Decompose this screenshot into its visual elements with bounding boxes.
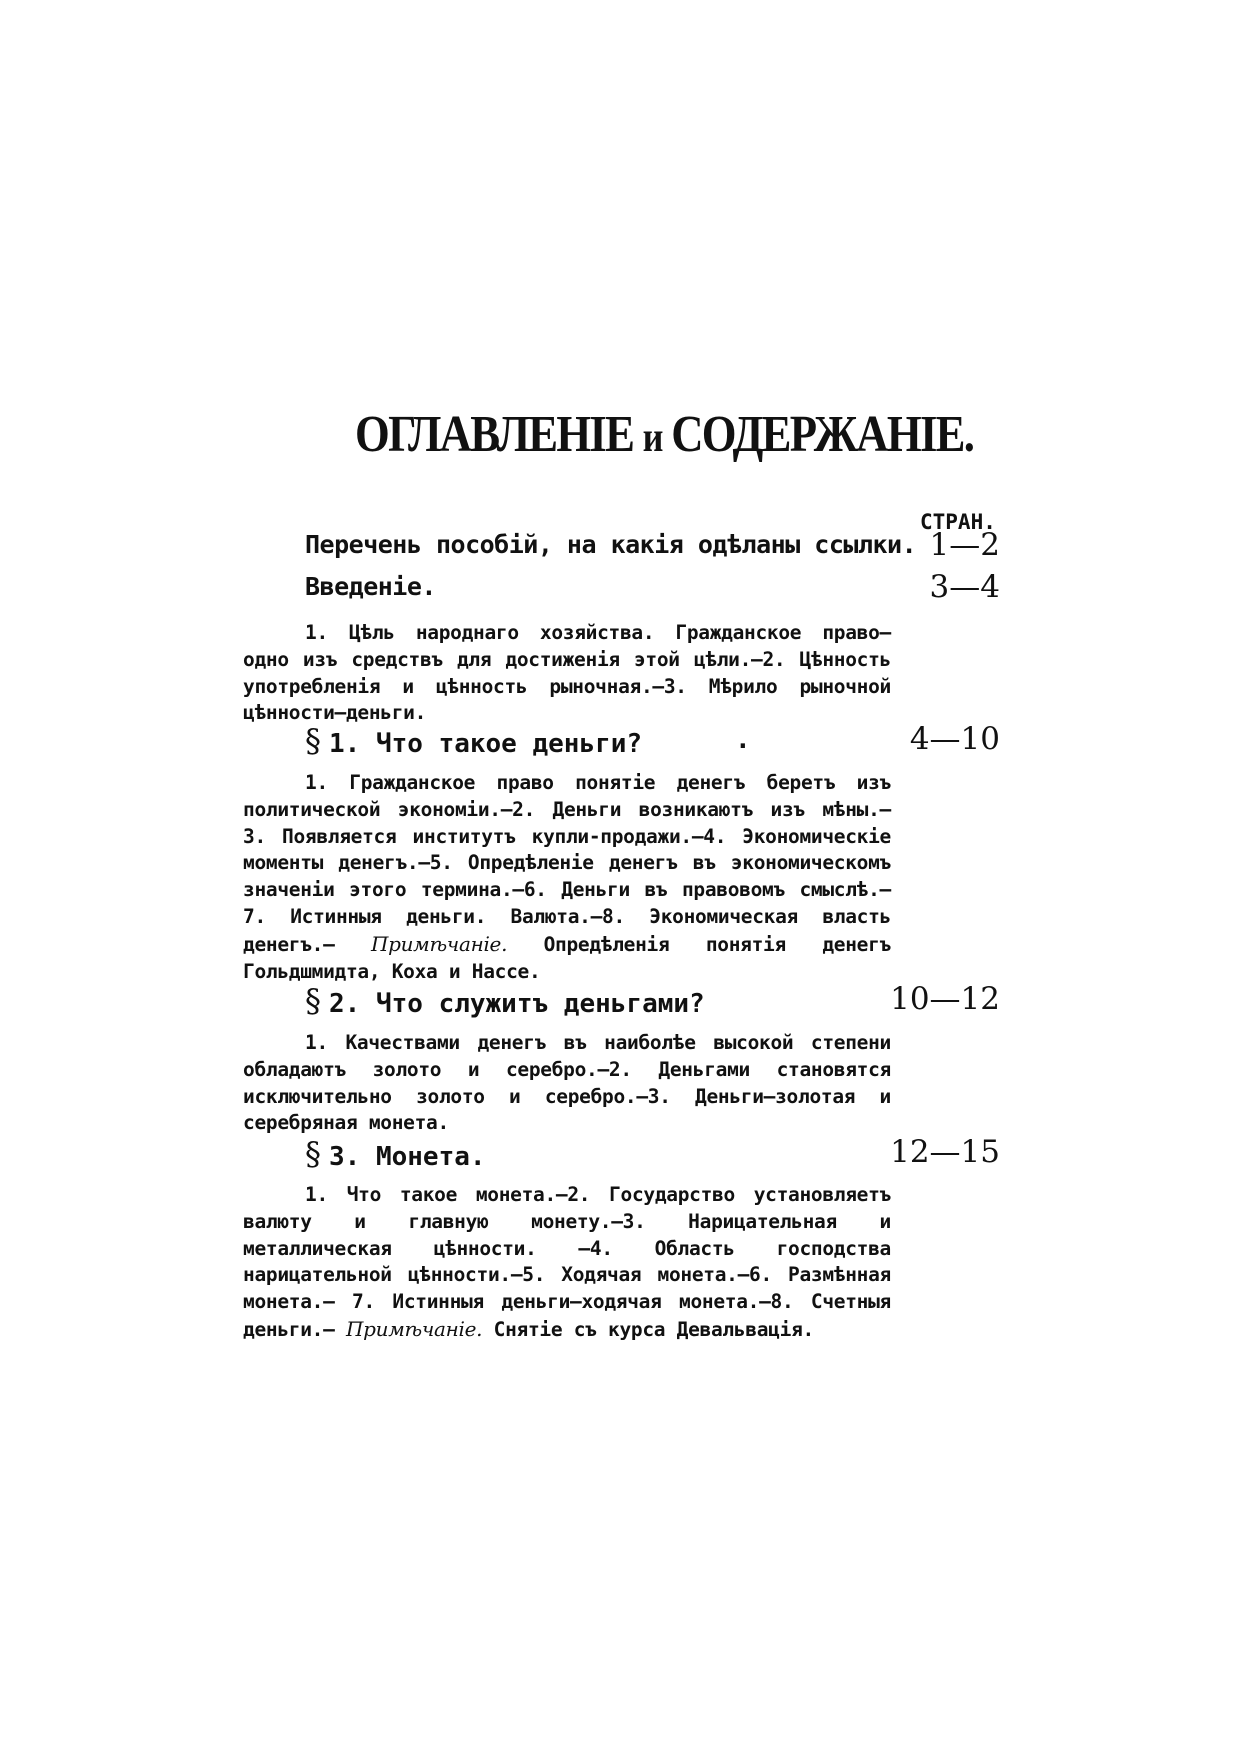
title-upper: ОГЛАВЛЕНІЕ: [355, 406, 634, 463]
section-3-summary-text: 1. Что такое монета.—2. Государство установляетъ валюту и главную монету.—3. Нарицательная и металлическая цѣнности. —4. Область господства нарицательной цѣнности.—5. Ходячая монета.—6. Размѣнная монета.— 7. Истинныя деньги—ходячая монета.—8. Счетныя деньги.—: [243, 1183, 891, 1341]
section-1-title: 1. Что такое деньги?: [329, 729, 643, 759]
section-2-title: 2. Что служитъ деньгами?: [329, 989, 705, 1019]
introduction-pages: 3—4: [929, 569, 1000, 605]
section-sign: §: [305, 722, 321, 760]
section-2-summary: 1. Качествами денегъ въ наиболѣе высокой степени обладаютъ золото и серебро.—2. Деньгами становятся исключительно золото и серебро.—3. Деньги—золотая и серебряная монета.: [243, 1031, 891, 1135]
section-sign: §: [305, 1135, 321, 1173]
section-3-pages: 12—15: [890, 1134, 1000, 1170]
section-1-note-label: Примѣчаніе.: [370, 931, 508, 956]
bibliography-entry-title: Перечень пособій, на какія одѣланы ссылки.: [305, 530, 917, 559]
section-1-heading: [305, 722, 642, 760]
pages-column-header: СТРАН.: [920, 510, 996, 534]
title-conjunction: и: [642, 415, 662, 461]
introduction-summary: 1. Цѣль народнаго хозяйства. Гражданское право— одно изъ средствъ для достиженія этой цѣли.—2. Цѣнность употребленія и цѣнность рыночная.—3. Мѣрило рыночной цѣнности—деньги.: [243, 621, 891, 725]
page-title: [355, 400, 974, 470]
section-3-summary: [243, 1182, 891, 1344]
introduction-title: Введеніе.: [305, 572, 436, 601]
section-1-summary-text: 1. Гражданское право понятіе денегъ беретъ изъ политической экономіи.—2. Деньги возникаютъ изъ мѣны.— 3. Появляется институтъ купли-продажи.—4. Экономическіе моменты денегъ.—5. Опредѣленіе денегъ въ экономическомъ значеніи этого термина.—6. Деньги въ правовомъ смыслѣ.— 7. Истинныя деньги. Валюта.—8. Экономическая власть денегъ.—: [243, 771, 891, 956]
section-1-note-text: Опредѣленія понятія денегъ Гольдшмидта, Коха и Нассе.: [243, 932, 891, 983]
section-3-note-label: Примѣчаніе.: [345, 1316, 483, 1341]
section-1-summary: [243, 770, 891, 985]
section-2-pages: 10—12: [890, 981, 1000, 1017]
section-3-note-text: Снятіе съ курса Девальвація.: [493, 1317, 814, 1341]
section-3-heading: [305, 1135, 486, 1173]
title-rest: СОДЕРЖАНІЕ.: [671, 406, 974, 463]
section-1-leader-dot: .: [735, 725, 751, 755]
section-1-pages: 4—10: [909, 721, 1000, 757]
bibliography-pages: 1—2: [929, 527, 1000, 563]
section-sign: §: [305, 982, 321, 1020]
section-3-title: 3. Монета.: [329, 1142, 486, 1172]
section-2-heading: [305, 982, 705, 1020]
